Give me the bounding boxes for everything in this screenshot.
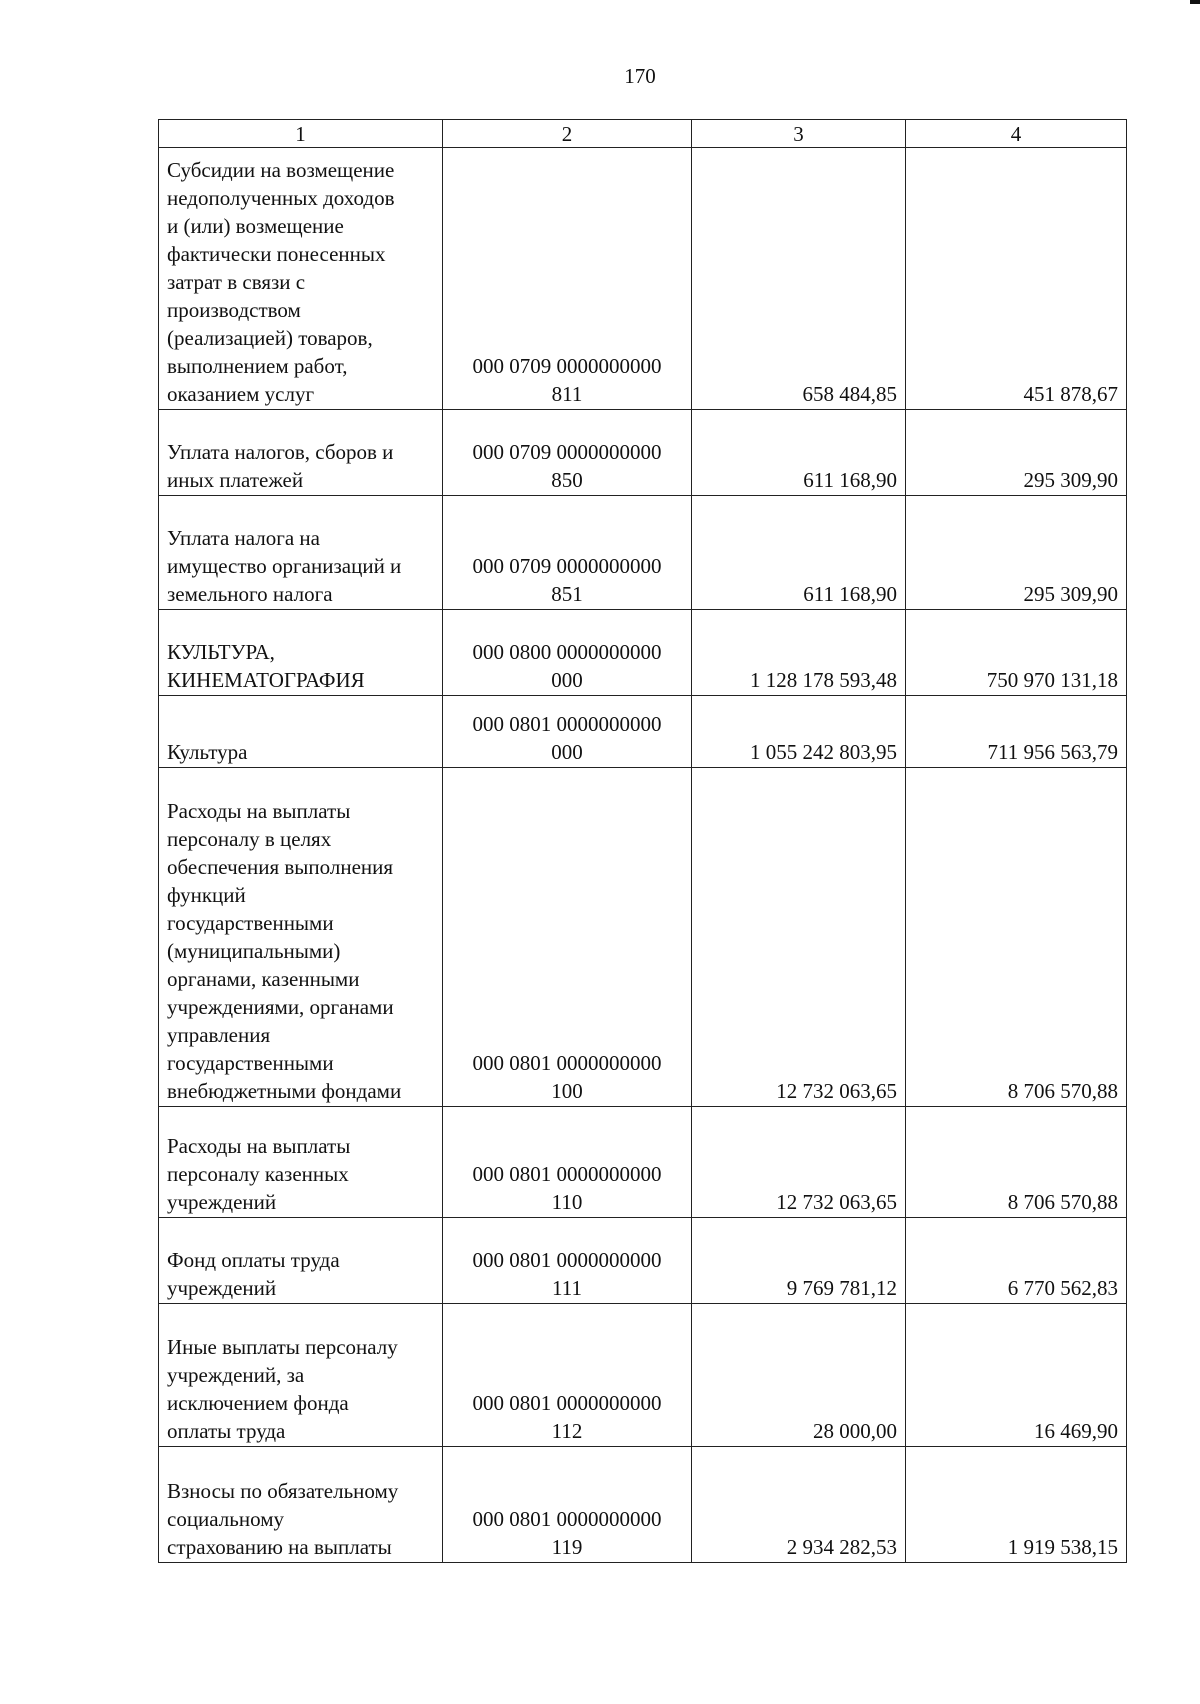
table-row [159,148,1127,410]
row-name: Фонд оплаты труда учреждений [159,1218,443,1304]
page-number: 170 [624,64,656,88]
table-row [159,410,1127,496]
row-code: 000 0801 0000000000 000 [443,696,692,768]
row-fact-value: 8 706 570,88 [906,768,1127,1107]
row-name: Расходы на выплаты персоналу в целях обеспечения выполнения функций государственными (муниципальными) органами, казенными учреждениями, органами управления государственными внебюджетными фондами [159,768,443,1107]
row-plan-value: 28 000,00 [692,1304,906,1447]
table-header-row [159,120,1127,148]
row-plan-value: 1 055 242 803,95 [692,696,906,768]
table-row [159,768,1127,1107]
row-code: 000 0801 0000000000 100 [443,768,692,1107]
row-code: 000 0801 0000000000 111 [443,1218,692,1304]
row-name: КУЛЬТУРА, КИНЕМАТОГРАФИЯ [159,610,443,696]
row-code: 000 0709 0000000000 850 [443,410,692,496]
row-plan-value: 1 128 178 593,48 [692,610,906,696]
row-plan-value: 658 484,85 [692,148,906,410]
row-plan-value: 9 769 781,12 [692,1218,906,1304]
row-code: 000 0801 0000000000 110 [443,1107,692,1218]
row-code: 000 0801 0000000000 112 [443,1304,692,1447]
row-name: Культура [159,696,443,768]
scan-edge-mark [1190,0,1200,4]
row-name: Расходы на выплаты персоналу казенных учреждений [159,1107,443,1218]
row-name: Иные выплаты персоналу учреждений, за исключением фонда оплаты труда [159,1304,443,1447]
row-fact-value: 8 706 570,88 [906,1107,1127,1218]
row-plan-value: 611 168,90 [692,410,906,496]
table-row [159,1107,1127,1218]
table-row [159,610,1127,696]
row-plan-value: 12 732 063,65 [692,768,906,1107]
row-fact-value: 6 770 562,83 [906,1218,1127,1304]
table-row [159,1218,1127,1304]
row-code: 000 0801 0000000000 119 [443,1447,692,1563]
column-header: 1 [159,120,443,148]
row-plan-value: 12 732 063,65 [692,1107,906,1218]
row-plan-value: 611 168,90 [692,496,906,610]
row-plan-value: 2 934 282,53 [692,1447,906,1563]
table-row [159,1447,1127,1563]
row-fact-value: 750 970 131,18 [906,610,1127,696]
column-header: 4 [906,120,1127,148]
row-code: 000 0800 0000000000 000 [443,610,692,696]
row-code: 000 0709 0000000000 851 [443,496,692,610]
row-fact-value: 295 309,90 [906,496,1127,610]
table-row [159,1304,1127,1447]
table-row [159,496,1127,610]
budget-table [158,119,1127,1563]
column-header: 3 [692,120,906,148]
row-fact-value: 451 878,67 [906,148,1127,410]
row-name: Уплата налогов, сборов и иных платежей [159,410,443,496]
column-header: 2 [443,120,692,148]
table-row [159,696,1127,768]
row-name: Уплата налога на имущество организаций и земельного налога [159,496,443,610]
row-name: Взносы по обязательному социальному страхованию на выплаты [159,1447,443,1563]
row-fact-value: 295 309,90 [906,410,1127,496]
row-fact-value: 16 469,90 [906,1304,1127,1447]
row-name: Субсидии на возмещение недополученных доходов и (или) возмещение фактически понесенных затрат в связи с производством (реализацией) товаров, выполнением работ, оказанием услуг [159,148,443,410]
row-fact-value: 1 919 538,15 [906,1447,1127,1563]
row-fact-value: 711 956 563,79 [906,696,1127,768]
row-code: 000 0709 0000000000 811 [443,148,692,410]
